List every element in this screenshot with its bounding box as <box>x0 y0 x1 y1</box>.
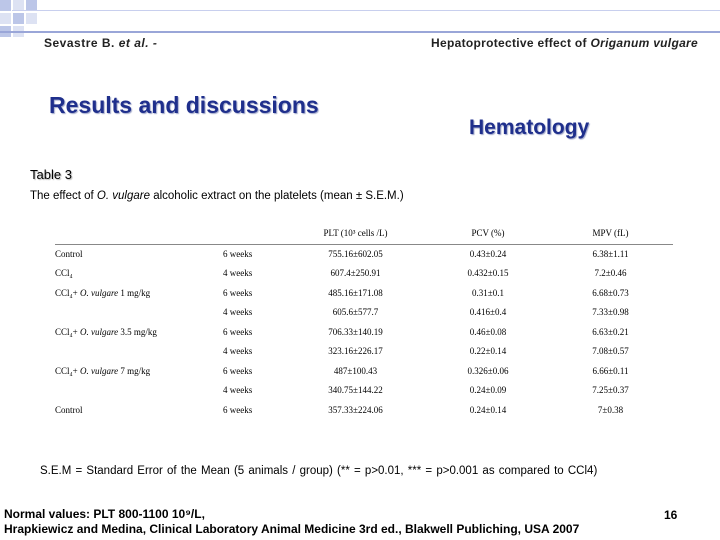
table-footnote: S.E.M = Standard Error of the Mean (5 animals / group) (** = p>0.01, *** = p>0.001 as compared to CCl4) <box>40 465 598 477</box>
row-pcv: 0.43±0.24 <box>469 249 507 259</box>
caption-suffix: alcoholic extract on the platelets (mean ± S.E.M.) <box>153 190 404 202</box>
header-mpv: MPV (fL) <box>548 222 673 244</box>
table-row <box>55 381 673 401</box>
row-group: CCl₄+ O. vulgare 3.5 mg/kg <box>55 326 157 337</box>
row-mpv: 6.68±0.73 <box>592 287 629 298</box>
row-period: 4 weeks <box>223 268 253 279</box>
row-plt: 607.4±250.91 <box>330 268 381 279</box>
header-topic-species: Origanum vulgare <box>590 36 698 50</box>
row-pcv: 0.31±0.1 <box>472 287 504 298</box>
header-topic <box>431 36 698 50</box>
row-pcv: 0.24±0.09 <box>469 385 507 396</box>
row-period: 6 weeks <box>223 404 253 415</box>
row-plt: 323.16±226.17 <box>328 346 383 357</box>
header-etal: et al. - <box>118 36 158 50</box>
row-period: 4 weeks <box>223 385 253 396</box>
row-mpv: 7±0.38 <box>597 404 624 415</box>
row-plt: 706.33±140.19 <box>328 326 383 337</box>
row-group: CCl₄+ O. vulgare 7 mg/kg <box>55 365 151 376</box>
header-authors <box>44 36 157 50</box>
corner-square <box>0 13 11 24</box>
row-plt: 755.16±602.05 <box>328 249 383 259</box>
header-topic-prefix: Hepatoprotective effect of <box>431 36 587 50</box>
row-mpv: 7.25±0.37 <box>592 385 629 396</box>
row-plt: 485.16±171.08 <box>328 287 383 298</box>
row-pcv: 0.24±0.14 <box>469 404 507 415</box>
row-period: 6 weeks <box>223 365 253 376</box>
header-rule <box>0 31 720 33</box>
row-group <box>55 342 223 362</box>
slide-subtitle: Hematology <box>469 116 590 139</box>
row-pcv: 0.416±0.4 <box>469 307 507 318</box>
header-rule-thin <box>12 10 720 11</box>
table-row <box>55 400 673 420</box>
table-header-row <box>55 222 673 244</box>
table-caption <box>30 190 404 202</box>
normal-values: Normal values: PLT 800-1100 10⁹/L, <box>4 507 205 521</box>
platelet-table <box>55 222 673 420</box>
row-pcv: 0.46±0.08 <box>469 326 507 337</box>
corner-square <box>0 0 11 11</box>
row-group: CCl₄+ O. vulgare 1 mg/kg <box>55 287 151 298</box>
row-period: 6 weeks <box>223 249 253 259</box>
reference-citation: Hrapkiewicz and Medina, Clinical Laboratory Animal Medicine 3rd ed., Blakwell Publiching, USA 2007 <box>4 522 580 536</box>
row-pcv: 0.22±0.14 <box>469 346 507 357</box>
row-mpv: 6.38±1.11 <box>592 249 629 259</box>
row-mpv: 6.63±0.21 <box>592 326 629 337</box>
row-mpv: 7.2±0.46 <box>594 268 627 279</box>
row-mpv: 7.08±0.57 <box>592 346 629 357</box>
table-row <box>55 264 673 284</box>
table-row <box>55 322 673 342</box>
row-period: 6 weeks <box>223 326 253 337</box>
row-plt: 487±100.43 <box>333 365 378 376</box>
row-pcv: 0.432±0.15 <box>467 268 509 279</box>
row-mpv: 6.66±0.11 <box>592 365 629 376</box>
page-number: 16 <box>664 508 678 522</box>
header-author: Sevastre B. <box>44 36 115 50</box>
row-period: 6 weeks <box>223 287 253 298</box>
row-plt: 357.33±224.06 <box>328 404 383 415</box>
row-period: 4 weeks <box>223 307 253 318</box>
table-label: Table 3 <box>30 167 72 182</box>
table-row <box>55 283 673 303</box>
corner-square <box>13 13 24 24</box>
caption-species: O. vulgare <box>96 190 150 202</box>
row-group: Control <box>55 249 83 259</box>
row-group <box>55 303 223 323</box>
row-group: Control <box>55 404 83 415</box>
row-pcv: 0.326±0.06 <box>467 365 509 376</box>
row-group <box>55 381 223 401</box>
header-plt: PLT (10³ cells /L) <box>283 222 428 244</box>
row-plt: 340.75±144.22 <box>328 385 383 396</box>
header-pcv: PCV (%) <box>428 222 548 244</box>
row-mpv: 7.33±0.98 <box>592 307 629 318</box>
table-row <box>55 342 673 362</box>
corner-square <box>26 13 37 24</box>
row-group: CCl₄ <box>55 268 73 279</box>
caption-prefix: The effect of <box>30 190 94 202</box>
table-row <box>55 244 673 264</box>
table-row <box>55 303 673 323</box>
table-row <box>55 361 673 381</box>
row-period: 4 weeks <box>223 346 253 357</box>
row-plt: 605.6±577.7 <box>332 307 379 318</box>
slide-title: Results and discussions <box>49 92 319 118</box>
